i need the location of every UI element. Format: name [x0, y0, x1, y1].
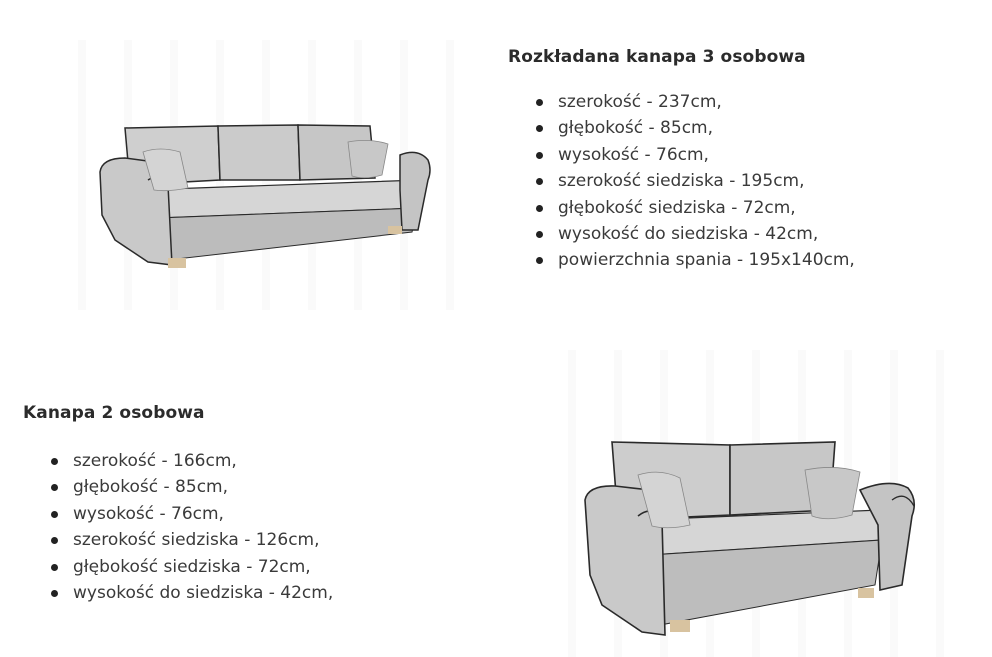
spec-item: głębokość siedziska - 72cm,: [45, 554, 333, 580]
product-block-2-seat: [23, 403, 333, 606]
product-title: Kanapa 2 osobowa: [23, 403, 205, 423]
spec-item: głębokość - 85cm,: [530, 115, 855, 141]
spec-item: głębokość siedziska - 72cm,: [530, 195, 855, 221]
product-block-3-seat: [508, 47, 855, 274]
sofa-2-seat-image: [530, 350, 970, 657]
spec-item: szerokość - 166cm,: [45, 448, 333, 474]
spec-list: [530, 89, 855, 274]
spec-item: szerokość siedziska - 126cm,: [45, 527, 333, 553]
spec-item: powierzchnia spania - 195x140cm,: [530, 247, 855, 273]
sofa-3-seat-image: [40, 40, 490, 310]
spec-item: wysokość do siedziska - 42cm,: [530, 221, 855, 247]
spec-item: szerokość siedziska - 195cm,: [530, 168, 855, 194]
spec-list: [45, 448, 333, 606]
spec-item: szerokość - 237cm,: [530, 89, 855, 115]
spec-item: wysokość do siedziska - 42cm,: [45, 580, 333, 606]
spec-item: wysokość - 76cm,: [530, 142, 855, 168]
spec-item: wysokość - 76cm,: [45, 501, 333, 527]
product-title: Rozkładana kanapa 3 osobowa: [508, 47, 806, 67]
spec-item: głębokość - 85cm,: [45, 474, 333, 500]
